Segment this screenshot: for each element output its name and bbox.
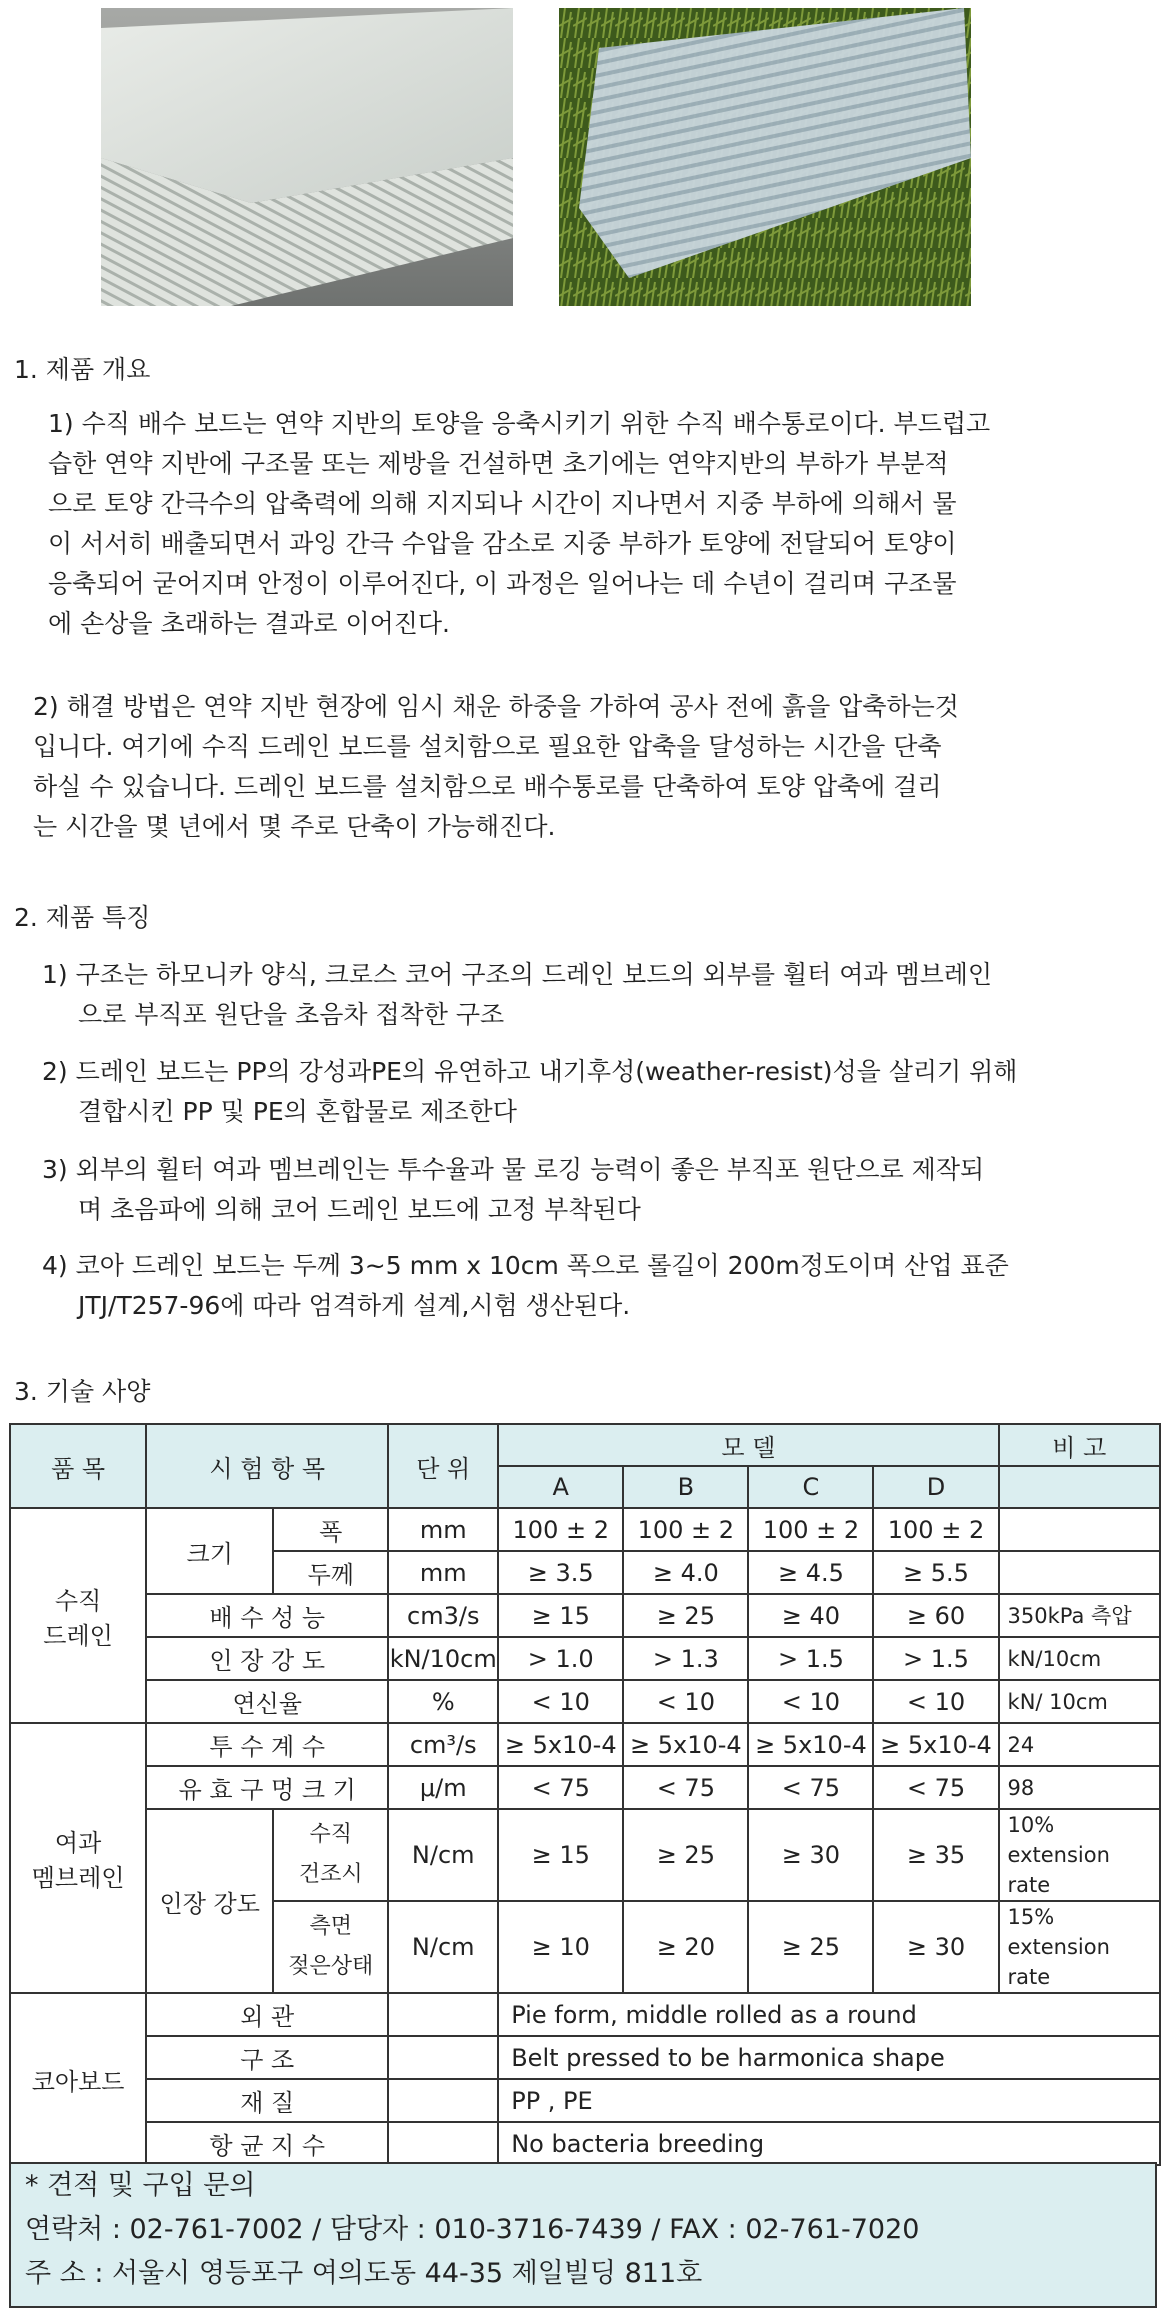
group-filter-membrane: 여과 멤브레인 xyxy=(10,1723,146,1993)
features-title: 2. 제품 특징 xyxy=(14,903,151,932)
header-model-a: A xyxy=(498,1466,623,1508)
spec-value: ≥ 15 xyxy=(498,1809,623,1901)
spec-unit-blank xyxy=(388,1993,498,2036)
header-unit: 단 위 xyxy=(388,1424,498,1508)
spec-unit: cm³/s xyxy=(388,1723,498,1766)
product-photo-board-on-grass xyxy=(559,8,971,306)
spec-label: 재 질 xyxy=(146,2079,388,2122)
paragraph-line: 이 서서히 배출되면서 과잉 간극 수압을 감소로 지중 부하가 토양에 전달되어 토양이 xyxy=(48,529,957,558)
contact-heading: * 견적 및 구입 문의 xyxy=(25,2170,256,2201)
spec-label: 유 효 구 멍 크 기 xyxy=(146,1766,388,1809)
spec-description: Belt pressed to be harmonica shape xyxy=(498,2036,1160,2079)
paragraph-line: 입니다. 여기에 수직 드레인 보드를 설치함으로 필요한 압축을 달성하는 시간을 단축 xyxy=(33,732,942,761)
spec-value: < 75 xyxy=(498,1766,623,1809)
paragraph-line: 응축되어 굳어지며 안정이 이루어진다, 이 과정은 일어나는 데 수년이 걸리며 구조물 xyxy=(48,569,957,598)
feature-line: 1) 구조는 하모니카 양식, 크로스 코어 구조의 드레인 보드의 외부를 휠터 여과 멤브레인 xyxy=(42,960,993,989)
group-vertical-drain: 수직 드레인 xyxy=(10,1508,146,1723)
spec-label: 투 수 계 수 xyxy=(146,1723,388,1766)
spec-value: ≥ 10 xyxy=(498,1901,623,1993)
feature-line: 3) 외부의 휠터 여과 멤브레인는 투수율과 물 로깅 능력이 좋은 부직포 원단으로 제작되 xyxy=(42,1155,985,1184)
spec-unit: cm3/s xyxy=(388,1594,498,1637)
contact-phones: 연락처 : 02-761-7002 / 담당자 : 010-3716-7439 / FAX : 02-761-7020 xyxy=(25,2214,920,2245)
header-item: 품 목 xyxy=(10,1424,146,1508)
spec-value: < 10 xyxy=(748,1680,873,1723)
overview-title: 1. 제품 개요 xyxy=(14,355,151,384)
spec-value: 100 ± 2 xyxy=(498,1508,623,1551)
feature-line: 2) 드레인 보드는 PP의 강성과PE의 유연하고 내기후성(weather-resist)성을 살리기 위해 xyxy=(42,1057,1018,1086)
spec-description: No bacteria breeding xyxy=(498,2122,1160,2165)
product-photo-board-closeup xyxy=(101,8,513,306)
spec-unit: % xyxy=(388,1680,498,1723)
spec-value: ≥ 5x10-4 xyxy=(873,1723,998,1766)
feature-line: 결합시킨 PP 및 PE의 혼합물로 제조한다 xyxy=(78,1097,517,1126)
spec-label: 연신율 xyxy=(146,1680,388,1723)
spec-sub-label: 수직 건조시 xyxy=(273,1809,388,1901)
spec-value: < 75 xyxy=(748,1766,873,1809)
spec-note: 24 xyxy=(999,1723,1160,1766)
spec-label: 외 관 xyxy=(146,1993,388,2036)
spec-sub-label: 측면 젖은상태 xyxy=(273,1901,388,1993)
header-model-d: D xyxy=(873,1466,998,1508)
tensile-label: 인장 강도 xyxy=(146,1809,273,1993)
spec-value: < 75 xyxy=(623,1766,748,1809)
paragraph-line: 하실 수 있습니다. 드레인 보드를 설치함으로 배수통로를 단축하여 토양 압축에 걸리 xyxy=(33,772,942,801)
specs-title: 3. 기술 사양 xyxy=(14,1377,151,1406)
feature-item xyxy=(42,955,992,1035)
spec-value: < 10 xyxy=(873,1680,998,1723)
spec-unit-blank xyxy=(388,2122,498,2165)
overview-paragraph-2 xyxy=(33,687,959,847)
spec-table xyxy=(9,1423,1161,2166)
spec-note xyxy=(999,1508,1160,1551)
feature-item xyxy=(42,1246,1009,1326)
spec-value: ≥ 35 xyxy=(873,1809,998,1901)
header-model-c: C xyxy=(748,1466,873,1508)
spec-unit: mm xyxy=(388,1551,498,1594)
spec-value: ≥ 15 xyxy=(498,1594,623,1637)
paragraph-line: 1) 수직 배수 보드는 연약 지반의 토양을 응축시키기 위한 수직 배수통로이다. 부드럽고 xyxy=(48,409,991,438)
spec-note: kN/10cm xyxy=(999,1637,1160,1680)
spec-unit: μ/m xyxy=(388,1766,498,1809)
spec-note: 98 xyxy=(999,1766,1160,1809)
spec-label: 폭 xyxy=(273,1508,388,1551)
size-label: 크기 xyxy=(146,1508,273,1594)
spec-label: 구 조 xyxy=(146,2036,388,2079)
contact-address: 주 소 : 서울시 영등포구 여의도동 44-35 제일빌딩 811호 xyxy=(25,2258,703,2289)
spec-value: ≥ 60 xyxy=(873,1594,998,1637)
spec-label: 배 수 성 능 xyxy=(146,1594,388,1637)
spec-value: ≥ 3.5 xyxy=(498,1551,623,1594)
header-model-b: B xyxy=(623,1466,748,1508)
spec-value: ≥ 4.0 xyxy=(623,1551,748,1594)
spec-value: ≥ 25 xyxy=(623,1594,748,1637)
paragraph-line: 2) 해결 방법은 연약 지반 현장에 임시 채운 하중을 가하여 공사 전에 흙을 압축하는것 xyxy=(33,692,959,721)
spec-unit: N/cm xyxy=(388,1809,498,1901)
feature-line: 4) 코아 드레인 보드는 두께 3~5 mm x 10cm 폭으로 롤길이 200m정도이며 산업 표준 xyxy=(42,1251,1009,1280)
spec-label: 인 장 강 도 xyxy=(146,1637,388,1680)
spec-unit: kN/10cm xyxy=(388,1637,498,1680)
spec-description: PP , PE xyxy=(498,2079,1160,2122)
spec-note xyxy=(999,1551,1160,1594)
header-model: 모 델 xyxy=(498,1424,998,1466)
spec-note: kN/ 10cm xyxy=(999,1680,1160,1723)
spec-label: 두께 xyxy=(273,1551,388,1594)
spec-value: ≥ 5x10-4 xyxy=(623,1723,748,1766)
feature-item xyxy=(42,1052,1017,1132)
feature-line: 으로 부직포 원단을 초음차 접착한 구조 xyxy=(78,1000,505,1029)
spec-unit-blank xyxy=(388,2079,498,2122)
spec-value: ≥ 30 xyxy=(873,1901,998,1993)
header-test: 시 험 항 목 xyxy=(146,1424,388,1508)
paragraph-line: 으로 토양 간극수의 압축력에 의해 지지되나 시간이 지나면서 지중 부하에 의해서 물 xyxy=(48,489,957,518)
spec-value: > 1.0 xyxy=(498,1637,623,1680)
feature-line: 며 초음파에 의해 코어 드레인 보드에 고정 부착된다 xyxy=(78,1195,641,1224)
spec-note: 10% extension rate xyxy=(999,1809,1160,1901)
spec-note: 350kPa 측압 xyxy=(999,1594,1160,1637)
spec-value: 100 ± 2 xyxy=(873,1508,998,1551)
contact-box xyxy=(9,2162,1157,2308)
spec-unit: mm xyxy=(388,1508,498,1551)
spec-value: > 1.5 xyxy=(873,1637,998,1680)
spec-value: ≥ 40 xyxy=(748,1594,873,1637)
spec-value: ≥ 5x10-4 xyxy=(498,1723,623,1766)
spec-description: Pie form, middle rolled as a round xyxy=(498,1993,1160,2036)
feature-item xyxy=(42,1150,984,1230)
spec-value: > 1.3 xyxy=(623,1637,748,1680)
spec-value: ≥ 25 xyxy=(748,1901,873,1993)
spec-unit-blank xyxy=(388,2036,498,2079)
spec-value: ≥ 5x10-4 xyxy=(748,1723,873,1766)
header-note: 비 고 xyxy=(999,1424,1160,1466)
group-core-board: 코아보드 xyxy=(10,1993,146,2165)
spec-value: ≥ 25 xyxy=(623,1809,748,1901)
spec-value: ≥ 5.5 xyxy=(873,1551,998,1594)
spec-value: < 10 xyxy=(623,1680,748,1723)
spec-label: 항 균 지 수 xyxy=(146,2122,388,2165)
paragraph-line: 에 손상을 초래하는 결과로 이어진다. xyxy=(48,609,450,638)
paragraph-line: 습한 연약 지반에 구조물 또는 제방을 건설하면 초기에는 연약지반의 부하가 부분적 xyxy=(48,449,949,478)
spec-value: 100 ± 2 xyxy=(623,1508,748,1551)
paragraph-line: 는 시간을 몇 년에서 몇 주로 단축이 가능해진다. xyxy=(33,812,556,841)
spec-value: ≥ 30 xyxy=(748,1809,873,1901)
spec-value: 100 ± 2 xyxy=(748,1508,873,1551)
spec-value: > 1.5 xyxy=(748,1637,873,1680)
feature-line: JTJ/T257-96에 따라 엄격하게 설계,시험 생산된다. xyxy=(78,1291,631,1320)
spec-unit: N/cm xyxy=(388,1901,498,1993)
header-note-blank xyxy=(999,1466,1160,1508)
spec-value: ≥ 20 xyxy=(623,1901,748,1993)
overview-paragraph-1 xyxy=(48,404,990,644)
spec-value: ≥ 4.5 xyxy=(748,1551,873,1594)
spec-note: 15% extension rate xyxy=(999,1901,1160,1993)
spec-value: < 10 xyxy=(498,1680,623,1723)
spec-value: < 75 xyxy=(873,1766,998,1809)
